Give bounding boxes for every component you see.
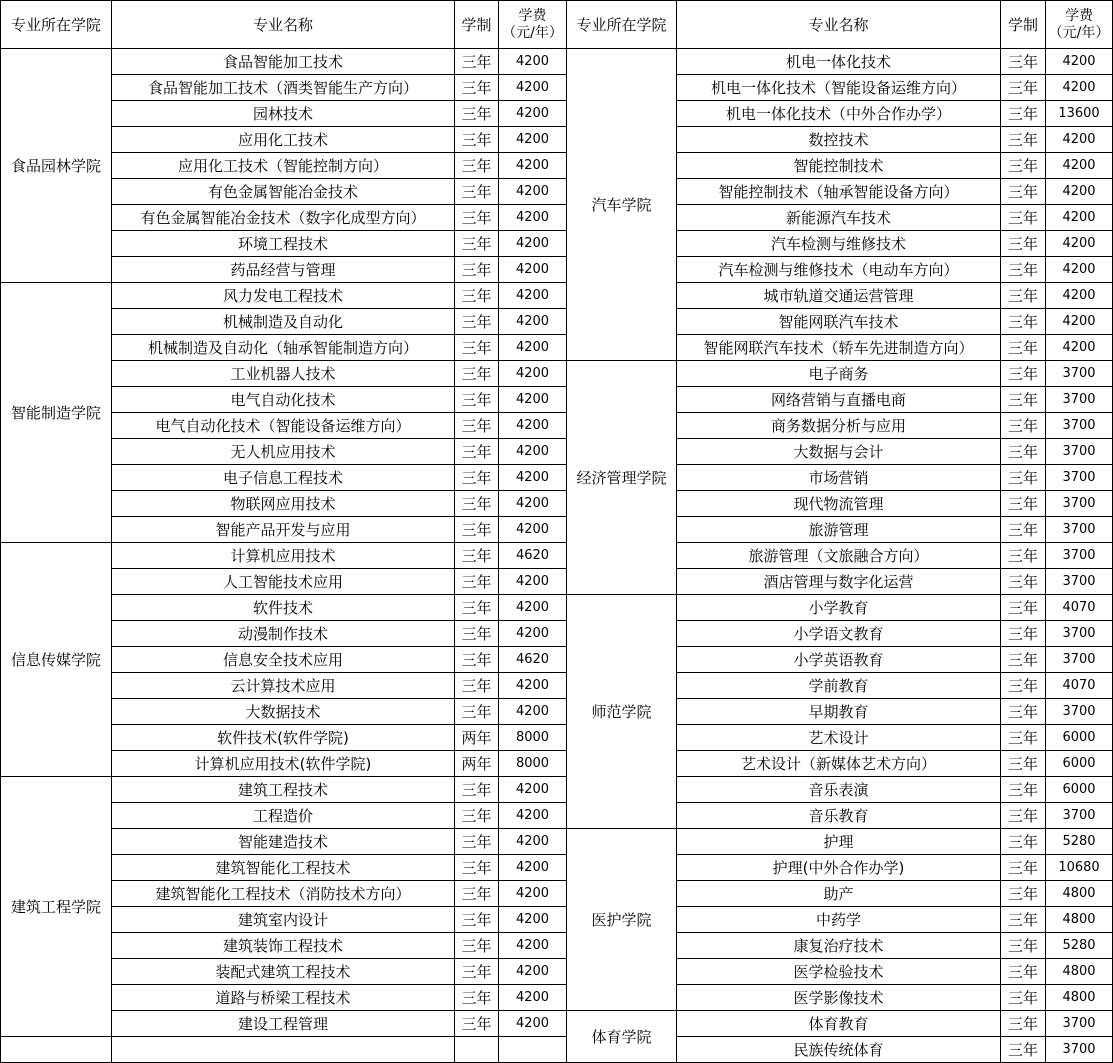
fee: 4200 [499,257,567,283]
duration: 三年 [455,257,499,283]
college-cell: 师范学院 [567,595,677,829]
duration: 三年 [455,985,499,1011]
fee: 4200 [499,309,567,335]
major-name: 装配式建筑工程技术 [112,959,455,985]
duration: 两年 [455,751,499,777]
major-name: 风力发电工程技术 [112,283,455,309]
major-name: 道路与桥梁工程技术 [112,985,455,1011]
header-major: 专业名称 [677,1,1001,49]
major-name: 医学检验技术 [677,959,1001,985]
duration [455,1037,499,1063]
duration: 三年 [455,647,499,673]
header-college: 专业所在学院 [1,1,112,49]
header-fee [1046,1,1113,49]
fee: 4200 [499,413,567,439]
duration: 三年 [1001,829,1046,855]
major-name: 智能控制技术 [677,153,1001,179]
duration: 三年 [1001,933,1046,959]
duration: 三年 [1001,205,1046,231]
major-name: 智能网联汽车技术 [677,309,1001,335]
table-row [1,387,1113,413]
major-name: 动漫制作技术 [112,621,455,647]
duration: 三年 [455,933,499,959]
fee: 4200 [1046,257,1113,283]
major-name: 人工智能技术应用 [112,569,455,595]
major-name: 艺术设计 [677,725,1001,751]
fee: 4200 [1046,231,1113,257]
duration: 三年 [455,621,499,647]
duration: 三年 [1001,75,1046,101]
fee: 4200 [499,517,567,543]
table-row [1,855,1113,881]
duration: 三年 [455,595,499,621]
major-name: 小学教育 [677,595,1001,621]
duration: 三年 [455,439,499,465]
header-fee-line2: （元/年） [1048,24,1110,41]
fee: 5280 [1046,829,1113,855]
fee: 4800 [1046,881,1113,907]
major-name: 智能网联汽车技术（轿车先进制造方向） [677,335,1001,361]
fee: 4800 [1046,985,1113,1011]
table-row [1,829,1113,855]
header-fee-line1: 学费 [518,7,547,24]
fee: 3700 [1046,699,1113,725]
table-row [1,205,1113,231]
fee: 4200 [499,439,567,465]
duration: 两年 [455,725,499,751]
duration: 三年 [455,803,499,829]
table-row [1,335,1113,361]
duration: 三年 [455,231,499,257]
college-cell: 建筑工程学院 [1,777,112,1037]
fee: 4200 [499,465,567,491]
major-name: 音乐教育 [677,803,1001,829]
table-row [1,595,1113,621]
major-name: 电气自动化技术 [112,387,455,413]
major-name: 电子信息工程技术 [112,465,455,491]
duration: 三年 [455,387,499,413]
major-name: 软件技术 [112,595,455,621]
major-name: 城市轨道交通运营管理 [677,283,1001,309]
major-name: 体育教育 [677,1011,1001,1037]
major-name: 建设工程管理 [112,1011,455,1037]
fee: 4620 [499,647,567,673]
header-fee-line2: （元/年） [502,24,563,41]
duration: 三年 [1001,491,1046,517]
major-name: 汽车检测与维修技术 [677,231,1001,257]
table-row [1,127,1113,153]
fee: 4200 [499,491,567,517]
table-row [1,257,1113,283]
fee [499,1037,567,1063]
duration: 三年 [1001,283,1046,309]
major-name: 电子商务 [677,361,1001,387]
table-row [1,959,1113,985]
major-name: 新能源汽车技术 [677,205,1001,231]
major-name: 大数据与会计 [677,439,1001,465]
duration: 三年 [1001,49,1046,75]
major-name: 现代物流管理 [677,491,1001,517]
table-row [1,75,1113,101]
major-name: 建筑智能化工程技术（消防技术方向） [112,881,455,907]
major-name: 早期教育 [677,699,1001,725]
fee: 4200 [499,127,567,153]
fee: 4200 [499,855,567,881]
major-name: 数控技术 [677,127,1001,153]
duration: 三年 [1001,439,1046,465]
duration: 三年 [1001,153,1046,179]
duration: 三年 [1001,465,1046,491]
table-row [1,985,1113,1011]
fee: 4200 [499,335,567,361]
fee: 4200 [499,881,567,907]
major-name: 汽车检测与维修技术（电动车方向） [677,257,1001,283]
major-name: 建筑装饰工程技术 [112,933,455,959]
duration: 三年 [1001,335,1046,361]
fee: 4200 [499,101,567,127]
table-row [1,777,1113,803]
header-duration: 学制 [1001,1,1046,49]
header-row [1,1,1113,49]
duration: 三年 [1001,231,1046,257]
table-row [1,517,1113,543]
fee: 3700 [1046,439,1113,465]
fee: 4200 [499,75,567,101]
fee: 3700 [1046,465,1113,491]
fee: 4200 [499,803,567,829]
fee: 13600 [1046,101,1113,127]
major-name: 酒店管理与数字化运营 [677,569,1001,595]
fee: 4200 [499,283,567,309]
fee: 4200 [499,829,567,855]
fee: 4800 [1046,959,1113,985]
major-name: 机械制造及自动化 [112,309,455,335]
fee: 6000 [1046,725,1113,751]
major-name: 工业机器人技术 [112,361,455,387]
duration: 三年 [455,205,499,231]
duration: 三年 [455,959,499,985]
major-name: 民族传统体育 [677,1037,1001,1063]
major-name: 助产 [677,881,1001,907]
fee: 4070 [1046,673,1113,699]
table-row [1,751,1113,777]
duration: 三年 [1001,907,1046,933]
fee: 4200 [499,621,567,647]
college-cell: 信息传媒学院 [1,543,112,777]
duration: 三年 [1001,543,1046,569]
fee: 3700 [1046,621,1113,647]
duration: 三年 [455,517,499,543]
fee: 4200 [499,1011,567,1037]
major-name: 中药学 [677,907,1001,933]
duration: 三年 [455,491,499,517]
major-name: 工程造价 [112,803,455,829]
major-name: 建筑工程技术 [112,777,455,803]
fee: 4200 [499,153,567,179]
fee: 6000 [1046,751,1113,777]
major-name: 应用化工技术（智能控制方向） [112,153,455,179]
duration: 三年 [455,101,499,127]
college-cell: 经济管理学院 [567,361,677,595]
fee: 4200 [499,569,567,595]
major-name: 环境工程技术 [112,231,455,257]
table-body [1,49,1113,1063]
fee: 4200 [499,907,567,933]
college-cell: 体育学院 [567,1011,677,1063]
major-name: 音乐表演 [677,777,1001,803]
fee: 3700 [1046,1011,1113,1037]
fee: 3700 [1046,361,1113,387]
duration: 三年 [1001,595,1046,621]
major-name: 旅游管理 [677,517,1001,543]
duration: 三年 [1001,413,1046,439]
fee: 4200 [499,985,567,1011]
duration: 三年 [1001,517,1046,543]
major-name: 软件技术(软件学院) [112,725,455,751]
duration: 三年 [1001,647,1046,673]
major-name: 医学影像技术 [677,985,1001,1011]
duration: 三年 [1001,387,1046,413]
table-row [1,179,1113,205]
fee: 5280 [1046,933,1113,959]
fee: 4200 [499,595,567,621]
duration: 三年 [455,1011,499,1037]
table-row [1,699,1113,725]
major-name: 小学英语教育 [677,647,1001,673]
duration: 三年 [1001,855,1046,881]
fee: 6000 [1046,777,1113,803]
major-name: 计算机应用技术(软件学院) [112,751,455,777]
college-cell: 汽车学院 [567,49,677,361]
duration: 三年 [455,75,499,101]
fee: 4800 [1046,907,1113,933]
fee: 4200 [1046,153,1113,179]
fee: 4070 [1046,595,1113,621]
fee: 4200 [499,699,567,725]
table-row [1,647,1113,673]
fee: 4200 [1046,283,1113,309]
fee: 4200 [499,205,567,231]
table-row [1,881,1113,907]
duration: 三年 [455,179,499,205]
duration: 三年 [455,777,499,803]
major-name: 云计算技术应用 [112,673,455,699]
table-row [1,491,1113,517]
major-name: 信息安全技术应用 [112,647,455,673]
major-name: 商务数据分析与应用 [677,413,1001,439]
table-row [1,101,1113,127]
major-name: 机电一体化技术（智能设备运维方向） [677,75,1001,101]
major-name: 无人机应用技术 [112,439,455,465]
major-name: 护理(中外合作办学) [677,855,1001,881]
fee: 4200 [1046,127,1113,153]
fee: 4200 [499,387,567,413]
college-cell: 医护学院 [567,829,677,1011]
major-name: 小学语文教育 [677,621,1001,647]
table-row [1,49,1113,75]
duration: 三年 [1001,985,1046,1011]
fee: 4200 [1046,205,1113,231]
major-name: 学前教育 [677,673,1001,699]
table-row [1,1037,1113,1063]
duration: 三年 [455,153,499,179]
duration: 三年 [1001,621,1046,647]
major-name: 建筑智能化工程技术 [112,855,455,881]
duration: 三年 [455,829,499,855]
fee: 3700 [1046,1037,1113,1063]
fee: 3700 [1046,413,1113,439]
duration: 三年 [455,361,499,387]
major-name [112,1037,455,1063]
table-row [1,673,1113,699]
duration: 三年 [1001,179,1046,205]
table-row [1,907,1113,933]
duration: 三年 [1001,959,1046,985]
major-name: 食品智能加工技术 [112,49,455,75]
duration: 三年 [455,569,499,595]
fee: 3700 [1046,517,1113,543]
fee: 4200 [499,179,567,205]
major-name: 市场营销 [677,465,1001,491]
duration: 三年 [1001,127,1046,153]
table-row [1,621,1113,647]
fee: 3700 [1046,647,1113,673]
major-name: 护理 [677,829,1001,855]
duration: 三年 [455,335,499,361]
duration: 三年 [455,543,499,569]
major-name: 有色金属智能冶金技术（数字化成型方向） [112,205,455,231]
duration: 三年 [455,673,499,699]
table-row [1,361,1113,387]
table-row [1,153,1113,179]
fee: 3700 [1046,387,1113,413]
fee: 4200 [499,933,567,959]
major-name: 网络营销与直播电商 [677,387,1001,413]
table-row [1,933,1113,959]
duration: 三年 [1001,257,1046,283]
fee: 4200 [499,777,567,803]
major-name: 食品智能加工技术（酒类智能生产方向） [112,75,455,101]
duration: 三年 [1001,673,1046,699]
fee: 3700 [1046,569,1113,595]
table-row [1,569,1113,595]
fee: 4200 [1046,75,1113,101]
table-row [1,803,1113,829]
major-name: 机电一体化技术 [677,49,1001,75]
table-row [1,439,1113,465]
fee: 8000 [499,725,567,751]
fee: 4200 [1046,335,1113,361]
college-cell [1,1037,112,1063]
major-name: 电气自动化技术（智能设备运维方向） [112,413,455,439]
fee: 10680 [1046,855,1113,881]
major-name: 大数据技术 [112,699,455,725]
duration: 三年 [455,127,499,153]
table-row [1,725,1113,751]
duration: 三年 [455,855,499,881]
major-name: 艺术设计（新媒体艺术方向） [677,751,1001,777]
duration: 三年 [1001,803,1046,829]
duration: 三年 [455,49,499,75]
header-fee-line1: 学费 [1065,7,1093,24]
college-cell: 食品园林学院 [1,49,112,283]
duration: 三年 [455,907,499,933]
duration: 三年 [1001,881,1046,907]
header-duration: 学制 [455,1,499,49]
table-row [1,1011,1113,1037]
duration: 三年 [1001,309,1046,335]
table-row [1,413,1113,439]
table-row [1,309,1113,335]
fee: 4200 [499,361,567,387]
duration: 三年 [455,309,499,335]
header-major: 专业名称 [112,1,455,49]
major-name: 智能控制技术（轴承智能设备方向） [677,179,1001,205]
major-name: 计算机应用技术 [112,543,455,569]
duration: 三年 [1001,1011,1046,1037]
major-name: 康复治疗技术 [677,933,1001,959]
duration: 三年 [1001,101,1046,127]
table-row [1,283,1113,309]
fee: 3700 [1046,803,1113,829]
duration: 三年 [1001,361,1046,387]
duration: 三年 [1001,777,1046,803]
duration: 三年 [455,465,499,491]
fee: 4200 [499,49,567,75]
fee: 4200 [1046,309,1113,335]
major-name: 旅游管理（文旅融合方向） [677,543,1001,569]
duration: 三年 [455,283,499,309]
fee: 3700 [1046,543,1113,569]
duration: 三年 [1001,569,1046,595]
table-row [1,231,1113,257]
major-name: 机电一体化技术（中外合作办学） [677,101,1001,127]
major-name: 智能建造技术 [112,829,455,855]
fee: 8000 [499,751,567,777]
duration: 三年 [455,413,499,439]
fee: 4200 [1046,179,1113,205]
fee: 4200 [1046,49,1113,75]
header-college: 专业所在学院 [567,1,677,49]
header-fee [499,1,567,49]
fee: 3700 [1046,491,1113,517]
fee: 4200 [499,231,567,257]
major-name: 智能产品开发与应用 [112,517,455,543]
fee: 4200 [499,673,567,699]
major-name: 药品经营与管理 [112,257,455,283]
major-name: 应用化工技术 [112,127,455,153]
duration: 三年 [1001,751,1046,777]
duration: 三年 [455,881,499,907]
fee: 4620 [499,543,567,569]
duration: 三年 [1001,725,1046,751]
table-row [1,543,1113,569]
college-cell: 智能制造学院 [1,283,112,543]
duration: 三年 [455,699,499,725]
major-name: 物联网应用技术 [112,491,455,517]
duration: 三年 [1001,699,1046,725]
major-name: 有色金属智能冶金技术 [112,179,455,205]
table-row [1,465,1113,491]
major-name: 园林技术 [112,101,455,127]
major-name: 机械制造及自动化（轴承智能制造方向） [112,335,455,361]
major-name: 建筑室内设计 [112,907,455,933]
duration: 三年 [1001,1037,1046,1063]
fee: 4200 [499,959,567,985]
